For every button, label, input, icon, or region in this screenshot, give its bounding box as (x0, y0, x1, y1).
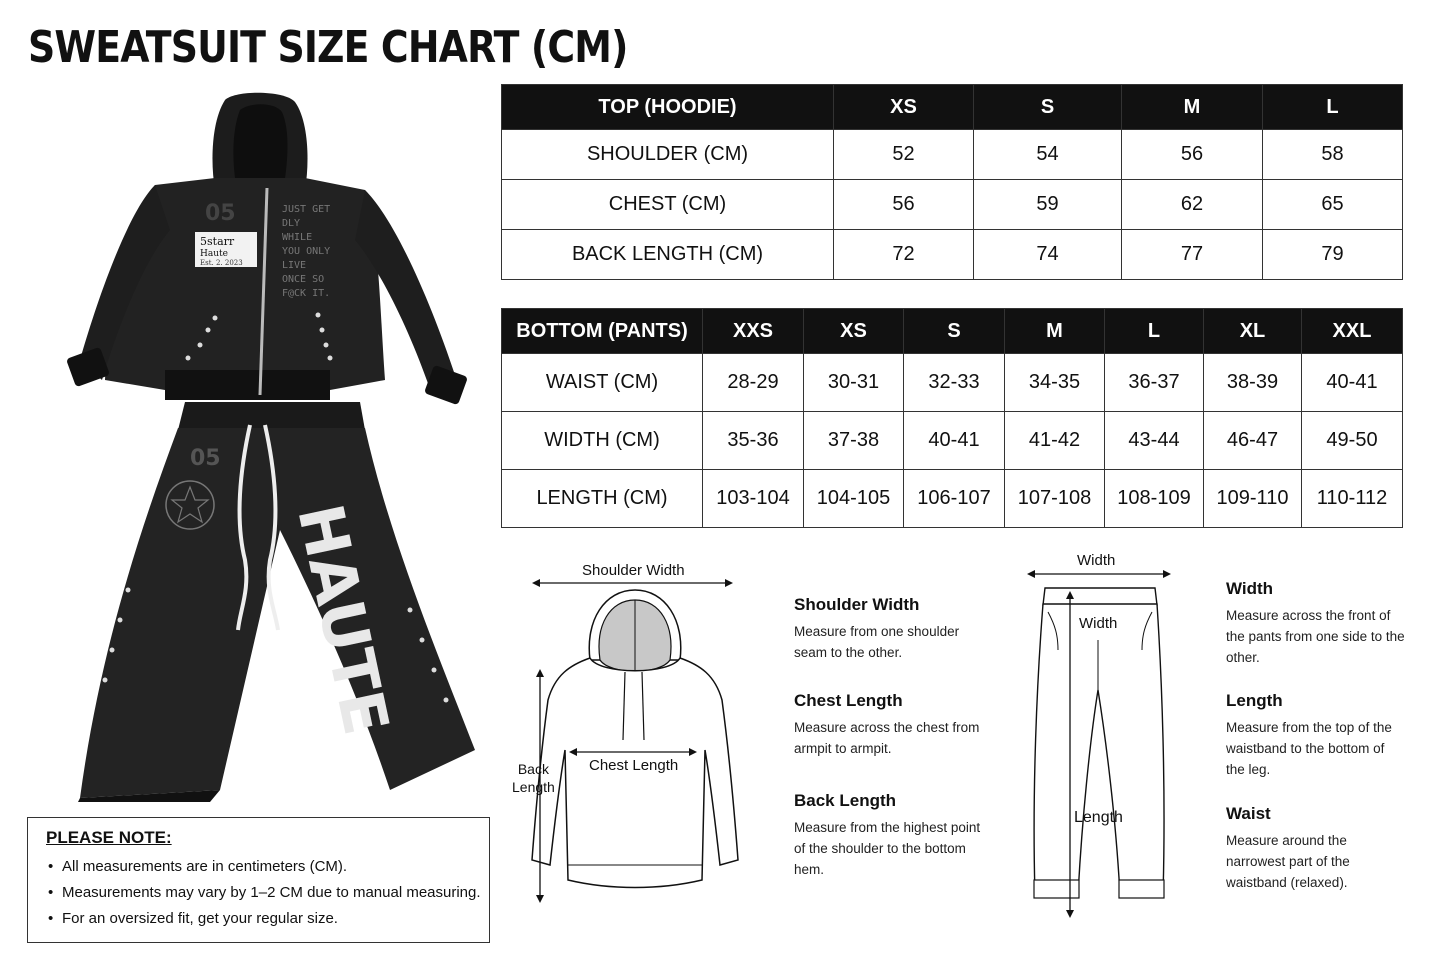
table-cell: 62 (1122, 180, 1263, 230)
back-length-label (512, 760, 555, 796)
table-cell: 107-108 (1005, 470, 1105, 528)
desc-text: Measure from the highest point of the shoulder to the bottom hem. (794, 820, 981, 877)
top-header-size: M (1122, 85, 1263, 130)
table-cell: 40-41 (1302, 354, 1403, 412)
top-size-table (501, 84, 1403, 280)
table-row (502, 180, 1403, 230)
table-cell: 32-33 (904, 354, 1005, 412)
top-header-size: L (1263, 85, 1403, 130)
table-cell: 108-109 (1105, 470, 1204, 528)
hoodie-print-line: DLY (282, 218, 301, 229)
top-table-header (502, 85, 1403, 130)
row-label: WIDTH (CM) (502, 412, 703, 470)
desc-text: Measure across the chest from armpit to armpit. (794, 720, 980, 756)
table-cell: 72 (834, 230, 974, 280)
table-cell: 41-42 (1005, 412, 1105, 470)
desc-text: Measure across the front of the pants from one side to the other. (1226, 608, 1405, 665)
note-item: • All measurements are in centimeters (CM). (46, 854, 471, 880)
width-desc (1226, 579, 1426, 668)
page-title: SWEATSUIT SIZE CHART (CM) (28, 22, 628, 73)
table-cell: 77 (1122, 230, 1263, 280)
bottom-header-label: BOTTOM (PANTS) (502, 309, 703, 354)
row-label: BACK LENGTH (CM) (502, 230, 834, 280)
note-list (46, 854, 481, 932)
top-header-size: S (974, 85, 1122, 130)
chest-length-label: Chest Length (589, 757, 679, 774)
table-cell: 58 (1263, 130, 1403, 180)
bottom-size-table (501, 308, 1403, 528)
table-cell: 59 (974, 180, 1122, 230)
top-header-label: TOP (HOODIE) (502, 85, 834, 130)
row-label: WAIST (CM) (502, 354, 703, 412)
hoodie-print-line: LIVE (282, 260, 307, 271)
row-label: SHOULDER (CM) (502, 130, 834, 180)
table-cell: 56 (834, 180, 974, 230)
please-note-box (27, 817, 490, 943)
table-cell: 74 (974, 230, 1122, 280)
desc-title: Chest Length (794, 691, 903, 710)
desc-title: Length (1226, 691, 1283, 710)
hoodie-print-line: JUST GET (282, 204, 331, 215)
table-cell: 30-31 (804, 354, 904, 412)
table-cell: 34-35 (1005, 354, 1105, 412)
table-cell: 110-112 (1302, 470, 1403, 528)
table-row (502, 412, 1403, 470)
table-cell: 35-36 (703, 412, 804, 470)
bottom-header-size: XXL (1302, 309, 1403, 354)
shoulder-width-desc (794, 595, 994, 663)
desc-text: Measure around the narrowest part of the waistband (relaxed). (1226, 833, 1350, 890)
waist-desc (1226, 804, 1426, 893)
pants-logo: 05 (190, 446, 221, 471)
length-desc (1226, 691, 1426, 780)
table-cell: 54 (974, 130, 1122, 180)
hoodie-print-line: YOU ONLY (282, 246, 331, 257)
back-length-label-line1: Back (517, 761, 549, 777)
table-row (502, 354, 1403, 412)
table-cell: 46-47 (1204, 412, 1302, 470)
note-item: • Measurements may vary by 1–2 CM due to manual measuring. (46, 880, 471, 906)
top-header-size: XS (834, 85, 974, 130)
table-row (502, 470, 1403, 528)
back-length-label-line2: Length (512, 779, 555, 795)
hoodie-print-line: ONCE SO (282, 274, 325, 285)
bottom-header-size: XS (804, 309, 904, 354)
desc-text: Measure from the top of the waistband to the bottom of the leg. (1226, 720, 1392, 777)
bottom-header-size: XXS (703, 309, 804, 354)
chest-length-desc (794, 691, 994, 759)
bottom-header-size: L (1105, 309, 1204, 354)
table-cell: 40-41 (904, 412, 1005, 470)
table-cell: 103-104 (703, 470, 804, 528)
table-cell: 65 (1263, 180, 1403, 230)
note-title: PLEASE NOTE: (46, 828, 172, 847)
desc-title: Back Length (794, 791, 897, 810)
table-cell: 79 (1263, 230, 1403, 280)
table-cell: 104-105 (804, 470, 904, 528)
shoulder-width-label: Shoulder Width (582, 562, 685, 579)
hoodie-print-line: F@CK IT. (282, 288, 331, 299)
table-cell: 109-110 (1204, 470, 1302, 528)
table-cell: 28-29 (703, 354, 804, 412)
hoodie-patch-line1: 5starr (200, 235, 235, 248)
table-cell: 56 (1122, 130, 1263, 180)
note-item: • For an oversized fit, get your regular size. (46, 906, 471, 932)
pants-width-inner-label: Width (1079, 615, 1118, 632)
table-cell: 49-50 (1302, 412, 1403, 470)
table-row (502, 130, 1403, 180)
hoodie-patch-line3: Est. 2. 2023 (200, 259, 243, 267)
table-cell: 43-44 (1105, 412, 1204, 470)
desc-title: Waist (1226, 804, 1271, 823)
bottom-table-header (502, 309, 1403, 354)
hoodie-logo: 05 (205, 201, 236, 226)
pants-length-label: Length (1074, 809, 1123, 826)
table-cell: 106-107 (904, 470, 1005, 528)
row-label: LENGTH (CM) (502, 470, 703, 528)
pants-illustration (78, 402, 475, 802)
product-image (60, 90, 490, 810)
bottom-header-size: XL (1204, 309, 1302, 354)
table-cell: 37-38 (804, 412, 904, 470)
hoodie-illustration (66, 93, 468, 406)
table-cell: 36-37 (1105, 354, 1204, 412)
hoodie-measurement-diagram (510, 560, 760, 920)
hoodie-print-line: WHILE (282, 232, 313, 243)
hoodie-patch-line2: Haute (200, 249, 228, 259)
table-row (502, 230, 1403, 280)
table-cell: 38-39 (1204, 354, 1302, 412)
desc-title: Shoulder Width (794, 595, 920, 614)
back-length-desc (794, 791, 994, 880)
pants-print-text: HAUTE (283, 497, 404, 741)
pants-width-top-label: Width (1077, 552, 1116, 569)
table-cell: 52 (834, 130, 974, 180)
bottom-header-size: M (1005, 309, 1105, 354)
desc-text: Measure from one shoulder seam to the other. (794, 624, 960, 660)
desc-title: Width (1226, 579, 1274, 598)
bottom-header-size: S (904, 309, 1005, 354)
row-label: CHEST (CM) (502, 180, 834, 230)
